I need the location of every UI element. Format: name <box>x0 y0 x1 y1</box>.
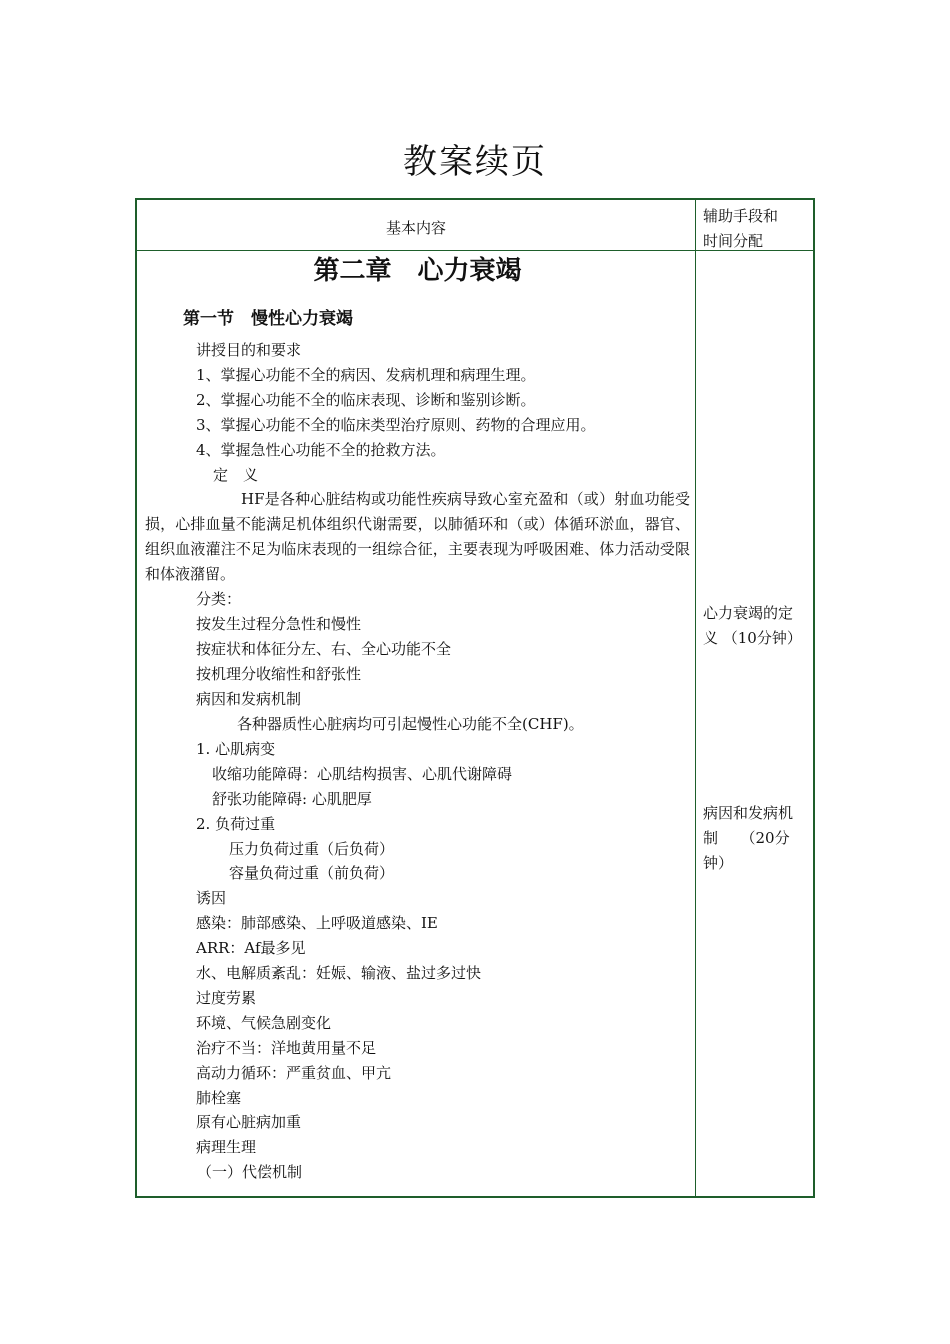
side-note-line: 钟） <box>703 854 734 872</box>
side-note-definition-time <box>703 601 811 651</box>
section-heading: 第一节 慢性心力衰竭 <box>183 309 353 329</box>
classification-item: 按机理分收缩性和舒张性 <box>196 665 362 684</box>
etiology-intro: 各种器质性心脏病均可引起慢性心功能不全(CHF)。 <box>237 714 584 733</box>
load-item: 压力负荷过重（后负荷） <box>229 839 395 858</box>
etiology-title: 病因和发病机制 <box>196 690 302 709</box>
definition-title: 定 义 <box>213 465 259 484</box>
definition-text: HF是各种心脏结构或功能性疾病导致心室充盈和（或）射血功能受损，心排血量不能满足机体组织代谢需要，以肺循环和（或）体循环淤血，器官、组织血液灌注不足为临床表现的一组综合征，主要表现为呼吸困难、体力活动受限和体液潴留。 <box>145 490 690 584</box>
etiology-block <box>145 687 690 886</box>
chapter-heading: 第二章 心力衰竭 <box>313 256 522 286</box>
pathophysiology-title: 病理生理 <box>196 1138 257 1157</box>
load-item: 容量负荷过重（前负荷） <box>229 864 395 883</box>
objective-item: 2、掌握心功能不全的临床表现、诊断和鉴别诊断。 <box>196 390 536 409</box>
side-note-line: 心力衰竭的定 <box>703 604 794 622</box>
classification-item: 按症状和体征分左、右、全心功能不全 <box>196 640 452 659</box>
side-note-line: 义 （10分钟） <box>703 629 802 647</box>
trigger-item: 环境、气候急剧变化 <box>196 1013 332 1032</box>
objective-item: 1、掌握心功能不全的病因、发病机理和病理生理。 <box>196 365 536 384</box>
header-aids-line1: 辅助手段和 <box>703 207 779 225</box>
classification-title: 分类： <box>196 590 242 609</box>
trigger-item: 治疗不当：洋地黄用量不足 <box>196 1038 377 1057</box>
lesson-plan-table <box>135 198 815 1198</box>
header-basic-content: 基本内容 <box>385 219 446 237</box>
header-aids-line2: 时间分配 <box>703 232 764 250</box>
header-aids-time <box>703 204 813 254</box>
side-note-etiology-time <box>703 801 811 876</box>
myocardial-title: 1. 心肌病变 <box>196 739 276 758</box>
objectives-title: 讲授目的和要求 <box>196 341 302 359</box>
side-note-line: 病因和发病机 <box>703 804 794 822</box>
main-content <box>145 250 690 1185</box>
triggers-title: 诱因 <box>196 889 227 908</box>
classification-item: 按发生过程分急性和慢性 <box>196 615 362 634</box>
objective-item: 3、掌握心功能不全的临床类型治疗原则、药物的合理应用。 <box>196 415 596 434</box>
trigger-item: ARR：Af最多见 <box>196 939 306 958</box>
trigger-item: 原有心脏病加重 <box>196 1113 302 1132</box>
trigger-item: 感染：肺部感染、上呼吸道感染、IE <box>196 914 438 933</box>
myocardial-item: 收缩功能障碍：心肌结构损害、心肌代谢障碍 <box>212 764 513 783</box>
objective-item: 4、掌握急性心功能不全的抢救方法。 <box>196 440 446 459</box>
trigger-item: 过度劳累 <box>196 988 257 1007</box>
trigger-item: 高动力循环：严重贫血、甲亢 <box>196 1063 392 1082</box>
trigger-item: 水、电解质紊乱：妊娠、输液、盐过多过快 <box>196 964 482 983</box>
classification-block <box>145 587 690 687</box>
side-note-line: 制 （20分 <box>703 829 790 847</box>
load-title: 2. 负荷过重 <box>196 814 276 833</box>
objectives-block <box>145 338 690 487</box>
page-title: 教案续页 <box>403 142 547 182</box>
trigger-item: 肺栓塞 <box>196 1088 242 1107</box>
compensation-title: （一）代偿机制 <box>197 1163 303 1182</box>
column-divider <box>695 200 696 1196</box>
triggers-block <box>145 886 690 1185</box>
myocardial-item: 舒张功能障碍: 心肌肥厚 <box>212 789 372 808</box>
